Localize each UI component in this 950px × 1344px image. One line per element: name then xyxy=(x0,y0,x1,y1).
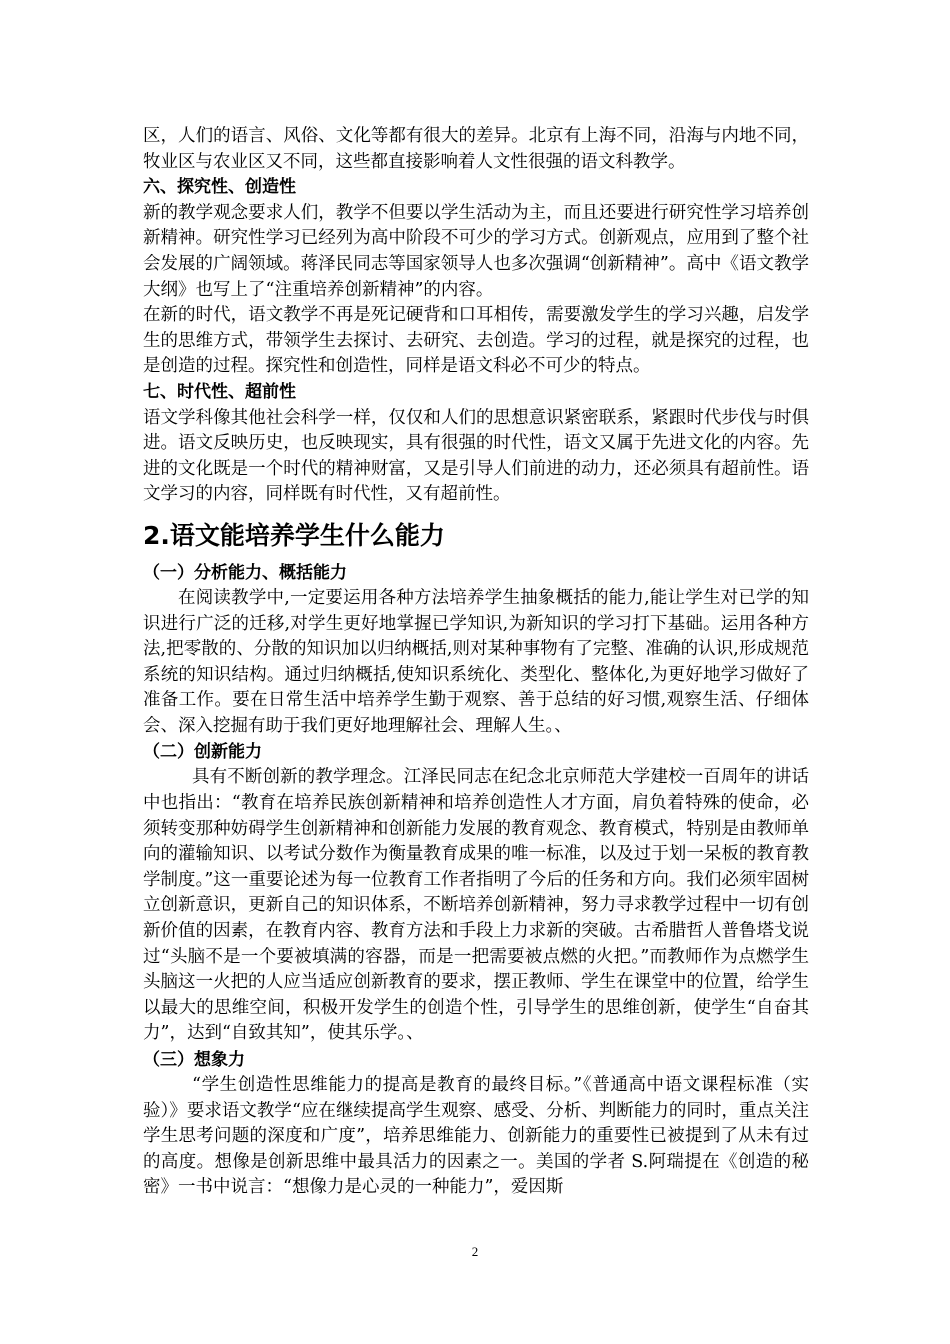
subsection-2-heading: （二）创新能力 xyxy=(143,742,262,763)
section-7-paragraph-1: 语文学科像其他社会科学一样，仅仅和人们的思想意识紧密联系，紧跟时代步伐与时俱进。语文反映历史，也反映现实，具有很强的时代性，语文又属于先进文化的内容。先进的文化既是一个时代的精神财富，又是引导人们前进的动力，还必须具有超前性。语文学习的内容，同样既有时代性，又有超前性。 xyxy=(143,407,809,505)
page-body xyxy=(143,124,809,1201)
subsection-3-heading: （三）想象力 xyxy=(143,1050,245,1070)
section-7-heading: 七、时代性、超前性 xyxy=(143,381,296,402)
section-6-paragraph-1: 新的教学观念要求人们，教学不但要以学生活动为主，而且还要进行研究性学习培养创新精神。研究性学习已经列为高中阶段不可少的学习方式。创新观点，应用到了整个社会发展的广阔领域。蒋泽民同志等国家领导人也多次强调“创新精神”。高中《语文教学大纲》也写上了“注重培养创新精神”的内容。 xyxy=(143,202,809,300)
chapter-2-heading: 2.语文能培养学生什么能力 xyxy=(143,520,445,550)
subsection-1-heading: （一）分析能力、概括能力 xyxy=(143,562,347,583)
paragraph-continued: 区，人们的语言、风俗、文化等都有很大的差异。北京有上海不同，沿海与内地不同，牧业区与农业区又不同，这些都直接影响着人文性很强的语文科教学。 xyxy=(143,126,809,172)
subsection-2-paragraph: 具有不断创新的教学理念。江泽民同志在纪念北京师范大学建校一百周年的讲话中也指出：“教育在培养民族创新精神和培养创造性人才方面，肩负着特殊的使命，必须转变那种妨碍学生创新精神和创新能力发展的教育观念、教育模式，特别是由教师单向的灌输知识、以考试分数作为衡量教育成果的唯一标准，以及过于划一呆板的教育教学制度。”这一重要论述为每一位教育工作者指明了今后的任务和方向。我们必须牢固树立创新意识，更新自己的知识体系，不断培养创新精神，努力寻求教学过程中一切有创新价值的因素，在教育内容、教育方法和手段上力求新的突破。古希腊哲人普鲁塔戈说过“头脑不是一个要被填满的容器，而是一把需要被点燃的火把。”而教师作为点燃学生头脑这一火把的人应当适应创新教育的要求，摆正教师、学生在课堂中的位置，给学生以最大的思维空间，积极开发学生的创造个性，引导学生的思维创新，使学生“自奋其力”，达到“自致其知”，使其乐学。、 xyxy=(143,767,809,1044)
page-number: 2 xyxy=(471,1244,479,1259)
subsection-3-paragraph: “学生创造性思维能力的提高是教育的最终目标。”《普通高中语文课程标准（实验）》要求语文教学“应在继续提高学生观察、感受、分析、判断能力的同时，重点关注学生思考问题的深度和广度”，培养思维能力、创新能力的重要性已被提到了从未有过的高度。想像是创新思维中最具活力的因素之一。美国的学者 S.阿瑞提在《创造的秘密》一书中说言：“想像力是心灵的一种能力”，爱因斯 xyxy=(143,1075,809,1198)
section-6-heading: 六、探究性、创造性 xyxy=(143,177,296,198)
section-6-paragraph-2: 在新的时代，语文教学不再是死记硬背和口耳相传，需要激发学生的学习兴趣，启发学生的思维方式，带领学生去探讨、去研究、去创造。学习的过程，就是探究的过程，也是创造的过程。探究性和创造性，同样是语文科必不可少的特点。 xyxy=(143,305,809,377)
subsection-1-paragraph: 在阅读教学中,一定要运用各种方法培养学生抽象概括的能力,能让学生对已学的知识进行广泛的迁移,对学生更好地掌握已学知识,为新知识的学习打下基础。运用各种方法,把零散的、分散的知识加以归纳概括,则对某种事物有了完整、准确的认识,形成规范系统的知识结构。通过归纳概括,使知识系统化、类型化、整体化,为更好地学习做好了准备工作。要在日常生活中培养学生勤于观察、善于总结的好习惯,观察生活、仔细体会、深入挖掘有助于我们更好地理解社会、理解人生。、 xyxy=(143,587,809,736)
